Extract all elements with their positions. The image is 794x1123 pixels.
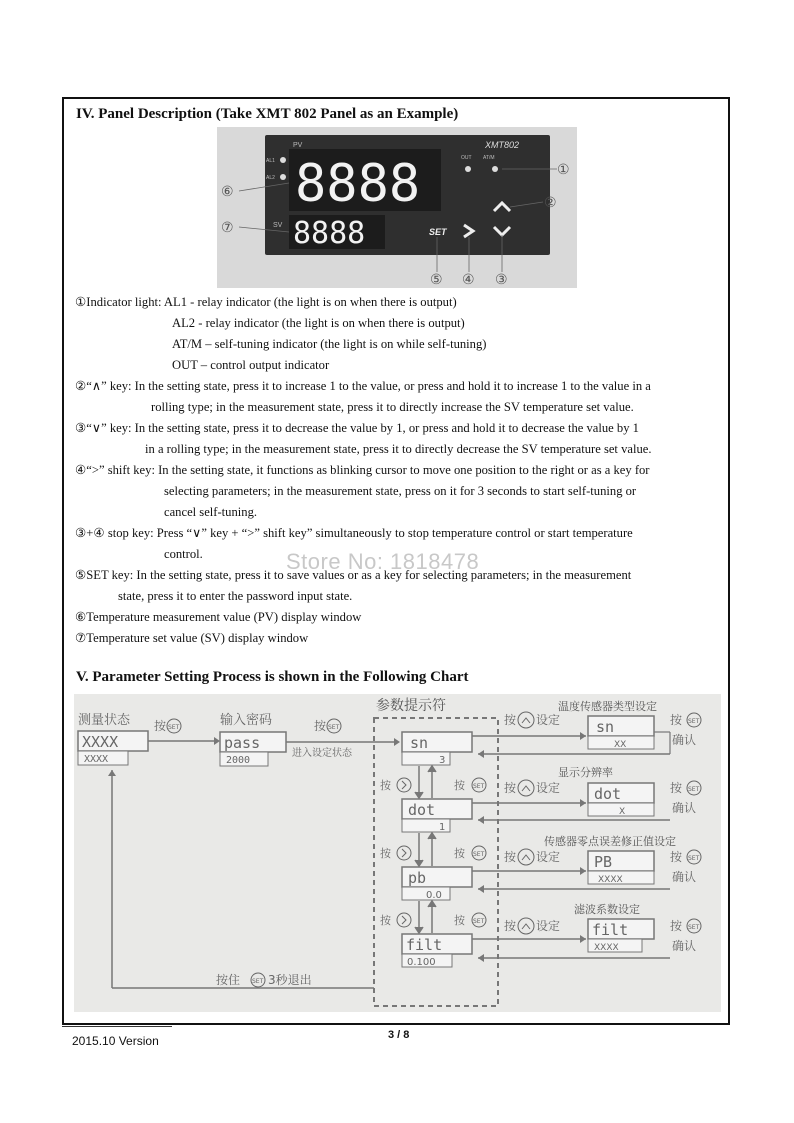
- press-set-col-3: 按: [454, 914, 465, 927]
- set-r-icon-4: SET: [688, 924, 700, 931]
- set-icon-1: SET: [168, 724, 180, 731]
- item-3-line-b: in a rolling type; in the measurement state, press it to directly decrease the SV temperature set value.: [145, 442, 652, 456]
- right-filt-value: XXXX: [594, 943, 619, 953]
- item-2-line-a: ②“∧” key: In the setting state, press it to increase 1 to the value, or press and hold it to increase 1 to the value in a: [75, 379, 651, 393]
- press-set-r3: 按: [670, 850, 683, 864]
- out-label: OUT: [461, 155, 472, 161]
- al1-label: AL1: [266, 158, 275, 164]
- set-icon-2: SET: [328, 724, 340, 731]
- press-shift-2: 按: [380, 847, 391, 860]
- confirm-2: 确认: [672, 801, 697, 815]
- section-4-title: IV. Panel Description (Take XMT 802 Panel as an Example): [76, 106, 459, 122]
- item-1-line-d: OUT – control output indicator: [172, 358, 330, 372]
- set-r-icon-1: SET: [688, 718, 700, 725]
- callout-2: ②: [544, 196, 557, 211]
- press-label-2: 按: [314, 719, 327, 733]
- press-up-3: 按: [504, 850, 517, 864]
- sensor-type-label: 温度传感器类型设定: [558, 700, 657, 713]
- atm-label: AT/M: [483, 155, 495, 161]
- al1-led: [280, 157, 286, 163]
- zero-error-label: 传感器零点误差修正值设定: [544, 835, 676, 848]
- param-pb: pb: [408, 869, 427, 887]
- al2-led: [280, 174, 286, 180]
- set-word-1: 设定: [536, 713, 561, 727]
- right-sn-value: XX: [614, 740, 627, 750]
- right-sn: sn: [596, 718, 615, 736]
- param-sn-value: 3: [439, 755, 446, 766]
- param-sn: sn: [410, 734, 429, 752]
- right-dot-value: X: [619, 807, 626, 817]
- press-up-4: 按: [504, 919, 517, 933]
- pv-label: PV: [293, 142, 303, 149]
- callout-1: ①: [557, 163, 570, 178]
- item-5-line-a: ⑤SET key: In the setting state, press it to save values or as a key for selecting parameters; in the measurement: [75, 568, 632, 582]
- press-set-r1: 按: [670, 713, 683, 727]
- right-dot: dot: [594, 785, 622, 803]
- footer-version: 2015.10 Version: [72, 1034, 159, 1048]
- pass-display: pass: [224, 734, 261, 752]
- confirm-3: 确认: [672, 870, 697, 884]
- press-set-r2: 按: [670, 781, 683, 795]
- item-3-line-a: ③“∨” key: In the setting state, press it to decrease the value by 1, or press and hold it to decrease the value by 1: [75, 421, 639, 435]
- right-pb: PB: [594, 853, 613, 871]
- controller-panel-image: [217, 127, 577, 288]
- input-password-label: 输入密码: [220, 713, 273, 728]
- param-dot-value: 1: [439, 822, 446, 833]
- measure-bottom-value: XXXX: [84, 754, 109, 765]
- footer-rule: [62, 1026, 172, 1027]
- item-5-line-b: state, press it to enter the password input state.: [118, 589, 353, 603]
- hold-exit-label-b: 3秒退出: [268, 973, 312, 987]
- param-filt: filt: [406, 936, 443, 954]
- item-4-line-c: cancel self-tuning.: [164, 505, 258, 519]
- item-3-4-line-a: ③+④ stop key: Press “∨” key + “>” shift key” simultaneously to stop temperature control or start temperature: [75, 526, 633, 540]
- section-5-title: V. Parameter Setting Process is shown in the Following Chart: [76, 669, 469, 685]
- press-shift-3: 按: [380, 914, 391, 927]
- set-word-3: 设定: [536, 850, 561, 864]
- param-hint-label: 参数提示符: [376, 698, 446, 714]
- callout-6: ⑥: [221, 185, 234, 200]
- display-resolution-label: 显示分辨率: [558, 766, 613, 779]
- hold-exit-label-a: 按住: [216, 973, 241, 987]
- param-filt-value: 0.100: [407, 957, 436, 968]
- al2-label: AL2: [266, 175, 275, 181]
- sv-display: 8888: [293, 216, 366, 251]
- set-word-4: 设定: [536, 919, 561, 933]
- press-up-2: 按: [504, 781, 517, 795]
- pv-display: 8888: [295, 154, 421, 214]
- measure-state-label: 测量状态: [78, 713, 131, 728]
- set-word-2: 设定: [536, 781, 561, 795]
- right-pb-value: XXXX: [598, 875, 623, 885]
- page-number: 3 / 8: [388, 1029, 410, 1041]
- confirm-4: 确认: [672, 939, 697, 953]
- item-4-line-a: ④“>” shift key: In the setting state, it functions as blinking cursor to move one position to the right or as a key for: [75, 463, 650, 477]
- set-col-icon-3: SET: [473, 918, 485, 925]
- item-6: ⑥Temperature measurement value (PV) display window: [75, 610, 362, 624]
- store-watermark: Store No: 1818478: [286, 549, 480, 574]
- callout-3: ③: [495, 273, 508, 288]
- right-filt: filt: [592, 921, 629, 939]
- set-col-icon-2: SET: [473, 851, 485, 858]
- set-key[interactable]: SET: [429, 227, 447, 237]
- press-set-r4: 按: [670, 919, 683, 933]
- item-1-line-b: AL2 - relay indicator (the light is on when there is output): [172, 316, 465, 330]
- measure-top-value: XXXX: [82, 733, 119, 751]
- item-1-line-c: AT/M – self-tuning indicator (the light is on while self-tuning): [172, 337, 487, 351]
- out-led: [465, 166, 471, 172]
- confirm-1: 确认: [672, 733, 697, 747]
- parameter-flow-chart: [74, 694, 721, 1012]
- filter-label: 滤波系数设定: [574, 903, 640, 916]
- callout-4: ④: [462, 273, 475, 288]
- atm-led: [492, 166, 498, 172]
- item-2-line-b: rolling type; in the measurement state, press it to directly increase the SV temperature set value.: [151, 400, 634, 414]
- param-dot: dot: [408, 801, 436, 819]
- callout-5: ⑤: [430, 273, 443, 288]
- set-exit-icon: SET: [252, 978, 264, 985]
- item-4-line-b: selecting parameters; in the measurement state, press on it for 3 seconds to start self-tuning or: [164, 484, 637, 498]
- press-set-col-1: 按: [454, 779, 465, 792]
- set-r-icon-3: SET: [688, 855, 700, 862]
- pass-value: 2000: [226, 755, 251, 766]
- item-1-line-a: ①Indicator light: AL1 - relay indicator (the light is on when there is output): [75, 295, 457, 309]
- sv-label: SV: [273, 222, 283, 229]
- press-shift-1: 按: [380, 779, 391, 792]
- set-col-icon-1: SET: [473, 783, 485, 790]
- item-3-4-line-b: control.: [164, 547, 203, 561]
- press-up-1: 按: [504, 713, 517, 727]
- set-r-icon-2: SET: [688, 786, 700, 793]
- model-label: XMT802: [485, 140, 520, 150]
- item-7: ⑦Temperature set value (SV) display window: [75, 631, 309, 645]
- press-label-1: 按: [154, 719, 167, 733]
- param-pb-value: 0.0: [426, 890, 442, 901]
- press-set-col-2: 按: [454, 847, 465, 860]
- callout-7: ⑦: [221, 221, 234, 236]
- enter-setting-label: 进入设定状态: [292, 748, 352, 759]
